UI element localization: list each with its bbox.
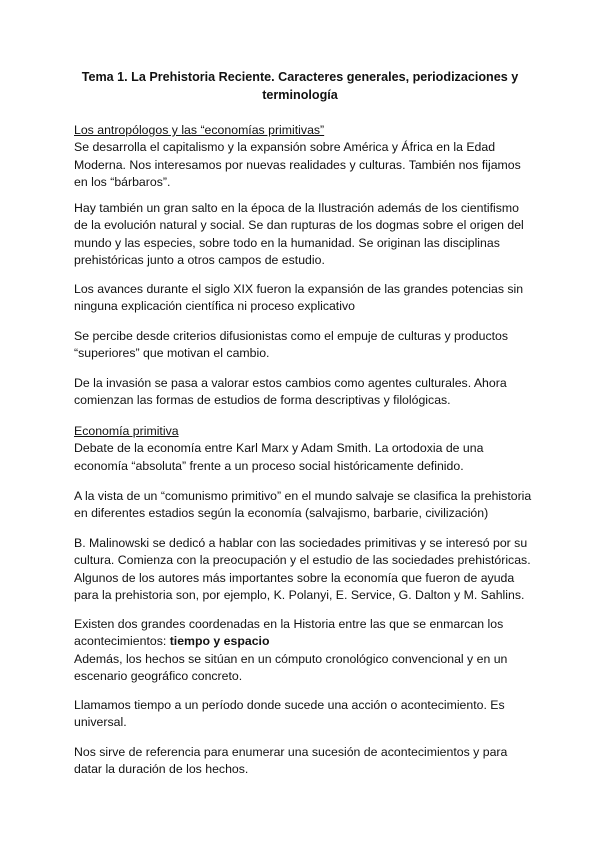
paragraph-block bbox=[74, 200, 534, 270]
paragraph-block bbox=[74, 488, 534, 523]
paragraph: Se percibe desde criterios difusionistas como el empuje de culturas y productos “superiores” que motivan el cambio. bbox=[74, 329, 509, 361]
paragraph: Nos sirve de referencia para enumerar una sucesión de acontecimientos y para datar la duración de los hechos. bbox=[74, 745, 508, 777]
paragraph: Llamamos tiempo a un período donde sucede una acción o acontecimiento. Es universal. bbox=[74, 698, 505, 730]
paragraph-block bbox=[74, 375, 534, 410]
bold-term: tiempo y espacio bbox=[169, 634, 270, 649]
paragraph: Hay también un gran salto en la época de la Ilustración además de los cientifismo de la evolución natural y social. Se dan rupturas de los dogmas sobre el origen del mundo y las especies, sobre todo en la humanidad. Se originan las disciplinas prehistóricas junto a otros campos de estudio. bbox=[74, 201, 524, 268]
paragraph: B. Malinowski se dedicó a hablar con las sociedades primitivas y se interesó por su cultura. Comienza con la preocupación y el estudio de las sociedades prehistóricas. Algunos de los autores más importantes sobre la economía que fueron de ayuda para la prehistoria son, por ejemplo, K. Polanyi, E. Service, G. Dalton y M. Sahlins. bbox=[74, 536, 531, 603]
paragraph-block bbox=[74, 616, 534, 686]
paragraph-block bbox=[74, 328, 534, 363]
paragraph: Se desarrolla el capitalismo y la expansión sobre América y África en la Edad Moderna. Nos interesamos por nuevas realidades y culturas. También nos fijamos en los “bárbaros”. bbox=[74, 140, 521, 190]
section-antropologos bbox=[74, 122, 534, 192]
paragraph-text: Existen dos grandes coordenadas en la Historia entre las que se enmarcan los acontecimientos: bbox=[74, 617, 504, 649]
title-line-1: Tema 1. La Prehistoria Reciente. Caracteres generales, periodizaciones y bbox=[81, 70, 519, 84]
document-title bbox=[70, 68, 530, 104]
section-heading: Economía primitiva bbox=[74, 424, 179, 438]
paragraph: De la invasión se pasa a valorar estos cambios como agentes culturales. Ahora comienzan las formas de estudios de forma descriptivas y filológicas. bbox=[74, 376, 507, 408]
paragraph-block bbox=[74, 535, 534, 605]
section-heading: Los antropólogos y las “economías primitivas” bbox=[74, 123, 325, 137]
paragraph-block bbox=[74, 744, 534, 779]
paragraph: Los avances durante el siglo XIX fueron la expansión de las grandes potencias sin ninguna explicación científica ni proceso explicativo bbox=[74, 282, 524, 314]
paragraph bbox=[74, 616, 534, 651]
paragraph: Además, los hechos se sitúan en un cómputo cronológico convencional y en un escenario geográfico concreto. bbox=[74, 651, 508, 684]
paragraph-block bbox=[74, 697, 534, 732]
paragraph-block bbox=[74, 281, 534, 316]
paragraph: Debate de la economía entre Karl Marx y Adam Smith. La ortodoxia de una economía “absoluta” frente a un proceso social históricamente definido. bbox=[74, 441, 484, 473]
title-line-2: terminología bbox=[262, 88, 338, 102]
paragraph: A la vista de un “comunismo primitivo” en el mundo salvaje se clasifica la prehistoria en diferentes estadios según la economía (salvajismo, barbarie, civilización) bbox=[74, 489, 532, 521]
section-economia-primitiva bbox=[74, 423, 534, 475]
